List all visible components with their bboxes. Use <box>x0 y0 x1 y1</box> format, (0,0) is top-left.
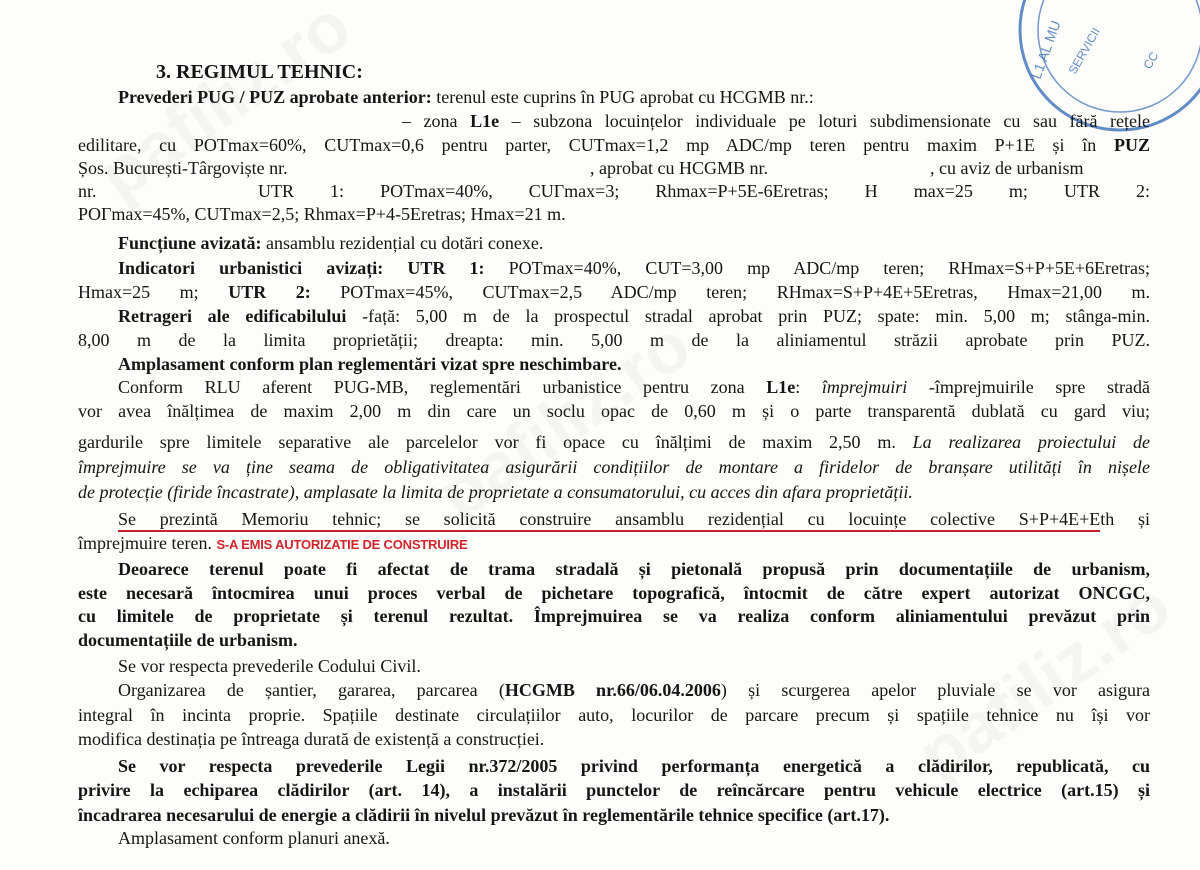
line-content <box>118 655 421 677</box>
text-line <box>78 180 97 202</box>
text-line <box>590 157 768 179</box>
text-segment: Deoarece terenul poate fi afectat de trama stradală și pietonală propusă prin documentațiile de urbanism, <box>118 559 1150 579</box>
line-content <box>118 353 621 375</box>
text-segment: POTmax=40%, CUT=3,00 mp ADC/mp teren; RHmax=S+P+5E+6Eretras; <box>484 258 1150 278</box>
line-content <box>118 257 1150 279</box>
text-line <box>78 157 288 179</box>
text-segment: , cu aviz de urbanism <box>930 158 1084 178</box>
red-underline <box>118 530 1100 532</box>
text-segment: -față: 5,00 m de la prospectul stradal aprobat prin PUZ; spate: min. 5,00 m; stânga-min. <box>346 306 1150 326</box>
text-line <box>118 86 814 108</box>
text-segment: POTmax=45%, CUTmax=2,5 ADC/mp teren; RHmax=S+P+4E+5Eretras, Hmax=21,00 m. <box>310 282 1151 302</box>
text-line <box>930 157 1083 179</box>
text-segment: edilitare, cu POTmax=60%, CUTmax=0,6 pentru parter, CUTmax=1,2 mp ADC/mp teren pentru maxim P+1E și în <box>78 135 1114 155</box>
line-content <box>78 180 97 202</box>
line-content <box>78 157 288 179</box>
line-content <box>78 281 1150 303</box>
text-segment: Hmax=25 m; <box>78 282 229 302</box>
line-content <box>78 203 566 225</box>
line-content <box>78 582 1150 604</box>
text-segment: ansamblu rezidențial cu dotări conexe. <box>261 233 544 253</box>
text-line <box>118 376 1150 398</box>
text-segment: vor avea înălțimea de maxim 2,00 m din care un soclu opac de 0,60 m și o parte transparentă dublată cu gard viu; <box>78 401 1150 421</box>
text-segment: integral în incinta proprie. Spațiile destinate circulațiilor auto, locurilor de parcare precum și spațiile tehnice nu își vor <box>78 705 1150 725</box>
text-segment: Se vor respecta prevederile Codului Civil. <box>118 656 421 676</box>
text-line <box>118 755 1150 777</box>
svg-text:CC: CC <box>1140 49 1162 72</box>
text-segment: împrejmuire se va ține seama de obligativitatea asigurării condițiilor de montare a firidelor de branșare utilități în nișele <box>78 457 1150 477</box>
line-content <box>402 110 1150 132</box>
text-segment: 8,00 m de la limita proprietății; dreapta: min. 5,00 m de la aliniamentul străzii aprobate prin PUZ. <box>78 330 1150 350</box>
text-segment: – zona <box>402 111 471 131</box>
line-content <box>930 157 1083 179</box>
text-segment: împrejmuire teren. <box>78 533 217 553</box>
text-line <box>78 804 889 826</box>
line-content <box>118 508 1150 530</box>
line-content <box>78 532 468 556</box>
line-content <box>590 157 768 179</box>
text-line <box>78 605 1150 627</box>
section-title: 3. REGIMUL TEHNIC: <box>156 61 363 83</box>
text-segment: UTR 1: POTmax=40%, CUΓmax=3; Rhmax=P+5E-6Eretras; H max=25 m; UTR 2: <box>258 181 1150 201</box>
text-line <box>78 532 468 554</box>
line-content <box>258 180 1150 202</box>
line-content <box>118 558 1150 580</box>
line-content <box>78 456 1150 478</box>
text-segment: încadrarea necesarului de energie a clădirii în nivelul prevăzut în reglementările tehnice specifice (art.17). <box>78 805 890 825</box>
text-segment: de protecție (firide încastrate), amplasate la limita de proprietate a consumatorului, cu acces din afara proprietății. <box>78 482 913 502</box>
text-segment: privire la echiparea clădirilor (art. 14), a instalării punctelor de reîncărcare pentru vehicule electrice (art.15) și <box>78 780 1150 800</box>
text-line <box>78 400 1150 422</box>
text-line <box>118 558 1150 580</box>
text-segment: documentațiile de urbanism. <box>78 630 298 650</box>
text-segment: terenul este cuprins în PUG aprobat cu HCGMB nr.: <box>431 87 814 107</box>
text-segment: Funcțiune avizată: <box>118 233 262 253</box>
line-content <box>78 400 1150 422</box>
text-segment: Retrageri ale edificabilului <box>118 306 347 326</box>
text-segment: Prevederi PUG / PUZ aprobate anterior: <box>118 87 432 107</box>
text-segment: – subzona locuințelor individuale pe loturi subdimensionate cu sau fără rețele <box>499 111 1150 131</box>
text-segment: Șos. București-Târgoviște nr. <box>78 158 288 178</box>
status-annotation: S-A EMIS AUTORIZATIE DE CONSTRUIRE <box>216 537 468 552</box>
text-line <box>78 431 1150 453</box>
text-line <box>78 456 1150 478</box>
text-line <box>118 232 543 254</box>
text-segment: este necesară întocmirea unui proces verbal de pichetare topografică, întocmit de către expert autorizat ONCGC, <box>78 583 1150 603</box>
text-segment: nr. <box>78 181 97 201</box>
text-line <box>118 679 1150 701</box>
line-content <box>118 86 814 108</box>
text-line <box>118 305 1150 327</box>
line-content <box>118 376 1150 398</box>
text-segment: HCGMB nr.66/06.04.2006 <box>504 680 721 700</box>
text-line <box>78 203 566 225</box>
line-content <box>78 704 1150 726</box>
line-content <box>78 728 544 750</box>
text-segment: POΓmax=45%, CUTmax=2,5; Rhmax=P+4-5Eretras; Hmax=21 m. <box>78 204 566 224</box>
svg-text:SERVICII: SERVICII <box>1065 25 1104 77</box>
text-line <box>78 704 1150 726</box>
text-segment: L1e <box>766 377 796 397</box>
text-segment: -împrejmuirile spre stradă <box>907 377 1150 397</box>
line-content <box>78 134 1150 156</box>
text-segment: împrejmuiri <box>821 377 908 397</box>
line-content <box>78 329 1150 351</box>
text-segment: modifica destinația pe întreaga durată de existență a construcției. <box>78 729 545 749</box>
text-segment: Se vor respecta prevederile Legii nr.372/2005 privind performanța energetică a clădirilor, republicată, cu <box>118 756 1150 776</box>
text-line <box>118 353 621 375</box>
text-line <box>78 629 298 651</box>
line-content <box>78 804 889 826</box>
text-segment: ) și scurgerea apelor pluviale se vor asigura <box>720 680 1151 700</box>
text-line <box>78 134 1150 156</box>
text-line <box>118 655 421 677</box>
text-line <box>118 827 390 849</box>
line-content <box>118 755 1150 777</box>
text-segment: Organizarea de șantier, gararea, parcarea ( <box>118 680 505 700</box>
line-content <box>118 679 1150 701</box>
text-segment: Amplasament conform plan reglementări vizat spre neschimbare. <box>118 354 622 374</box>
text-segment: PUZ <box>1114 135 1150 155</box>
text-line <box>78 329 1150 351</box>
text-segment: L1e <box>470 111 500 131</box>
line-content <box>118 305 1150 327</box>
text-line <box>78 281 1150 303</box>
text-segment: Indicatori urbanistici avizați: UTR 1: <box>118 258 485 278</box>
line-content <box>118 232 543 254</box>
line-content <box>118 827 390 849</box>
text-segment: Se prezintă Memoriu tehnic; se solicită construire ansamblu rezidențial cu locuințe colective S+P+4E+Eth și <box>118 509 1150 529</box>
text-segment: , aprobat cu HCGMB nr. <box>590 158 768 178</box>
text-line <box>118 257 1150 279</box>
line-content <box>78 779 1150 801</box>
text-line <box>78 481 913 503</box>
line-content <box>78 431 1150 453</box>
text-line <box>78 582 1150 604</box>
text-line <box>118 508 1150 530</box>
line-content <box>78 481 913 503</box>
text-segment: La realizarea proiectului de <box>912 432 1150 452</box>
text-segment: UTR 2: <box>228 282 311 302</box>
svg-text:L1 AL MU: L1 AL MU <box>1027 18 1064 82</box>
text-segment: : <box>795 377 822 397</box>
text-line <box>78 728 544 750</box>
text-segment: Amplasament conform planuri anexă. <box>118 828 390 848</box>
text-segment: gardurile spre limitele separative ale parcelelor vor fi opace cu înălțimi de maxim 2,50 m. <box>78 432 913 452</box>
line-content <box>78 605 1150 627</box>
text-line <box>402 110 1150 132</box>
text-segment: Conform RLU aferent PUG-MB, reglementări urbanistice pentru zona <box>118 377 767 397</box>
text-line <box>258 180 1150 202</box>
line-content <box>78 629 298 651</box>
text-segment: cu limitele de proprietate și terenul rezultat. Împrejmuirea se va realiza conform aliniamentului prevăzut prin <box>78 606 1150 626</box>
text-line <box>78 779 1150 801</box>
